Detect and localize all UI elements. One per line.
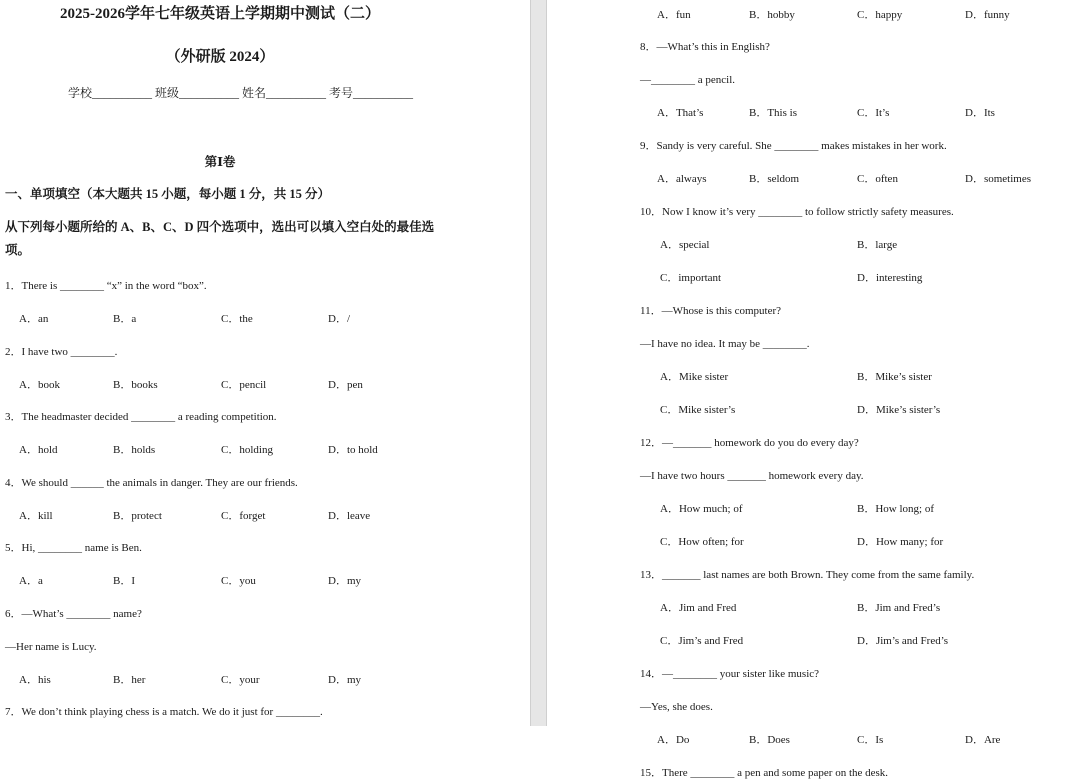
answer-option: B．books bbox=[113, 378, 158, 391]
answer-option: D．my bbox=[328, 575, 361, 587]
exam-subtitle: （外研版 2024） bbox=[165, 49, 275, 65]
answer-option: C．happy bbox=[857, 9, 903, 21]
answer-option: B．holds bbox=[113, 444, 156, 456]
question-stem: —I have two hours _______ homework every day. bbox=[640, 470, 864, 482]
answer-option: D．my bbox=[328, 673, 361, 686]
answer-option: C．you bbox=[221, 575, 256, 587]
answer-option: B．her bbox=[113, 673, 146, 686]
answer-option: C．often bbox=[857, 173, 898, 185]
exam-title: 2025-2026学年七年级英语上学期期中测试（二） bbox=[60, 6, 380, 22]
answer-option: A．a bbox=[19, 575, 43, 587]
question-stem: —Her name is Lucy. bbox=[5, 640, 97, 653]
question-stem: 13．_______ last names are both Brown. They come from the same family. bbox=[640, 569, 975, 581]
question-stem: 2．I have two ________. bbox=[5, 345, 118, 358]
answer-option: D．sometimes bbox=[965, 173, 1031, 185]
answer-option: A．That’s bbox=[657, 107, 704, 119]
student-info-line: 学校__________ 班级__________ 姓名__________ 考号__________ bbox=[68, 86, 414, 100]
answer-option: B．I bbox=[113, 575, 135, 587]
question-stem: 11．—Whose is this computer? bbox=[640, 305, 782, 317]
answer-option: A．kill bbox=[19, 509, 53, 522]
answer-option: C．forget bbox=[221, 509, 266, 522]
answer-option: D．Are bbox=[965, 734, 1001, 746]
answer-option: D．Mike’s sister’s bbox=[857, 404, 941, 416]
answer-option: D．How many; for bbox=[857, 536, 944, 548]
question-stem: 8．—What’s this in English? bbox=[640, 41, 770, 53]
answer-option: A．Mike sister bbox=[660, 371, 729, 383]
answer-option: D．interesting bbox=[857, 272, 923, 284]
question-stem: 3．The headmaster decided ________ a reading competition. bbox=[5, 411, 277, 423]
answer-option: D．/ bbox=[328, 313, 350, 325]
answer-option: A．special bbox=[660, 239, 710, 251]
answer-option: C．pencil bbox=[221, 378, 267, 391]
volume-label: 第Ⅰ卷 bbox=[204, 155, 236, 169]
question-stem: 6．—What’s ________ name? bbox=[5, 607, 142, 620]
question-stem: 15．There ________ a pen and some paper on the desk. bbox=[640, 767, 889, 779]
answer-option: A．always bbox=[657, 173, 707, 185]
answer-option: A．an bbox=[19, 313, 49, 325]
answer-option: B．large bbox=[857, 239, 898, 251]
answer-option: C．the bbox=[221, 313, 253, 325]
answer-option: C．holding bbox=[221, 444, 273, 456]
page-left bbox=[0, 0, 530, 726]
answer-option: B．protect bbox=[113, 509, 162, 522]
answer-option: A．book bbox=[19, 378, 60, 391]
answer-option: A．hold bbox=[19, 444, 58, 456]
answer-option: C．How often; for bbox=[660, 536, 744, 548]
answer-option: B．This is bbox=[749, 107, 797, 119]
answer-option: D．to hold bbox=[328, 444, 378, 456]
answer-option: D．pen bbox=[328, 378, 363, 391]
answer-option: B．How long; of bbox=[857, 503, 934, 515]
question-stem: 5．Hi, ________ name is Ben. bbox=[5, 542, 142, 554]
question-stem: 12．—_______ homework do you do every day? bbox=[640, 437, 859, 449]
section-heading: 一、单项填空（本大题共 15 小题，每小题 1 分，共 15 分） bbox=[5, 187, 331, 201]
answer-option: B．a bbox=[113, 313, 137, 325]
answer-option: B．Mike’s sister bbox=[857, 371, 932, 383]
answer-option: B．hobby bbox=[749, 9, 795, 21]
question-stem: 10．Now I know it’s very ________ to follow strictly safety measures. bbox=[640, 206, 954, 218]
instruction-line-2: 项。 bbox=[5, 243, 31, 257]
answer-option: C．Jim’s and Fred bbox=[660, 635, 744, 647]
answer-option: A．his bbox=[19, 673, 51, 686]
answer-option: C．important bbox=[660, 272, 722, 284]
question-stem: —Yes, she does. bbox=[640, 701, 713, 713]
answer-option: B．seldom bbox=[749, 173, 800, 185]
instruction-line-1: 从下列每小题所给的 A、B、C、D 四个选项中，选出可以填入空白处的最佳选 bbox=[5, 220, 435, 234]
answer-option: A．Do bbox=[657, 734, 690, 746]
answer-option: A．How much; of bbox=[660, 503, 743, 515]
question-stem: —________ a pencil. bbox=[640, 74, 736, 86]
page-gutter bbox=[530, 0, 547, 726]
answer-option: C．Mike sister’s bbox=[660, 404, 736, 416]
answer-option: D．funny bbox=[965, 9, 1010, 21]
question-stem: —I have no idea. It may be ________. bbox=[640, 338, 810, 350]
question-stem: 9．Sandy is very careful. She ________ makes mistakes in her work. bbox=[640, 140, 947, 152]
page-right bbox=[547, 0, 1080, 779]
answer-option: D．Its bbox=[965, 107, 995, 119]
answer-option: A．Jim and Fred bbox=[660, 602, 737, 614]
answer-option: C．It’s bbox=[857, 107, 890, 119]
question-stem: 14．—________ your sister like music? bbox=[640, 668, 820, 680]
answer-option: D．Jim’s and Fred’s bbox=[857, 635, 949, 647]
answer-option: C．your bbox=[221, 673, 260, 686]
question-stem: 1．There is ________ “x” in the word “box”. bbox=[5, 280, 207, 292]
question-stem: 4．We should ______ the animals in danger. They are our friends. bbox=[5, 476, 298, 489]
answer-option: B．Jim and Fred’s bbox=[857, 602, 941, 614]
answer-option: C．Is bbox=[857, 734, 884, 746]
answer-option: D．leave bbox=[328, 509, 371, 522]
question-stem: 7．We don’t think playing chess is a match. We do it just for ________. bbox=[5, 706, 323, 718]
answer-option: B．Does bbox=[749, 734, 790, 746]
answer-option: A．fun bbox=[657, 9, 691, 21]
